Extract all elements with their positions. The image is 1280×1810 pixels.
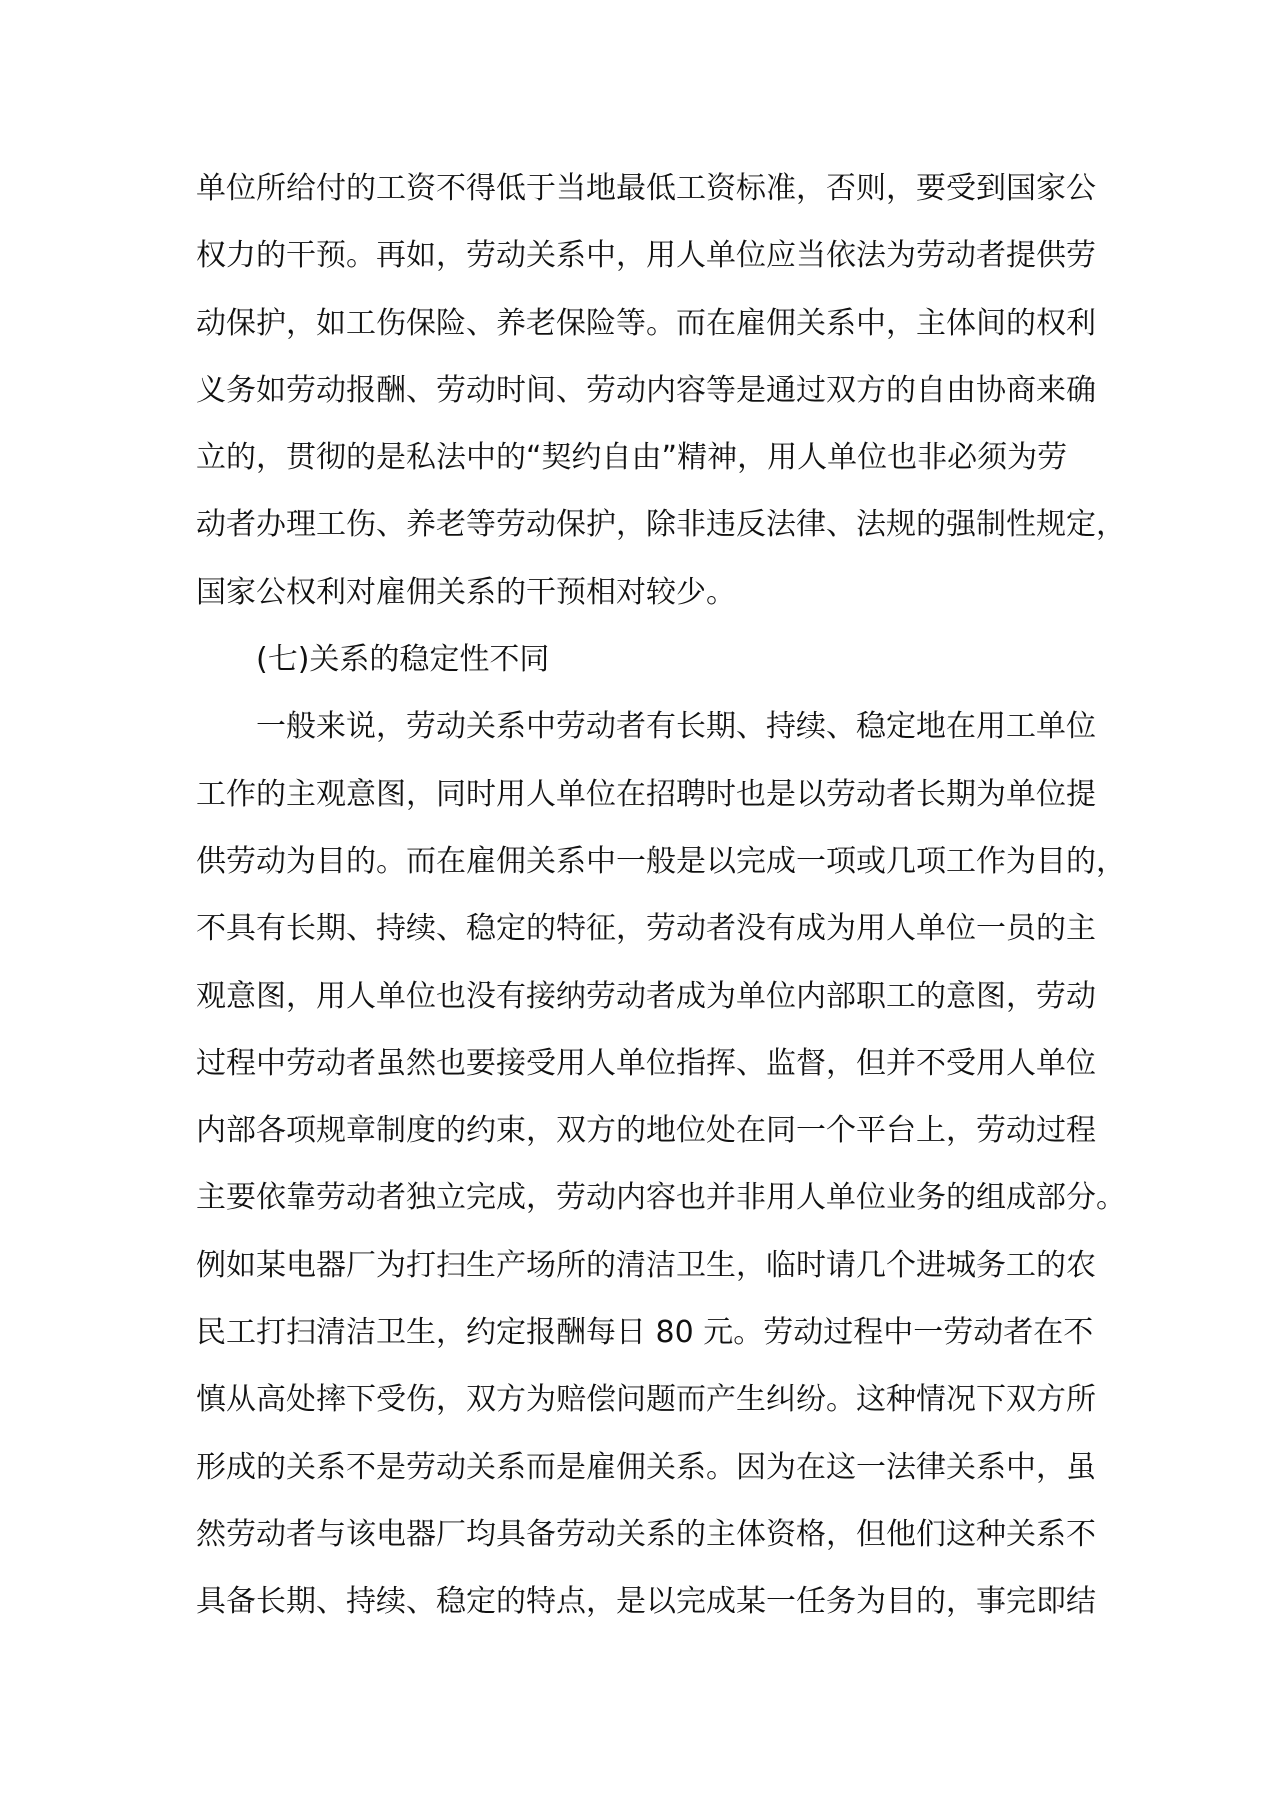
text-line: 供劳动为目的。而在雇佣关系中一般是以完成一项或几项工作为目的，	[196, 843, 1126, 879]
text-line: 一般来说，劳动关系中劳动者有长期、持续、稳定地在用工单位	[256, 709, 1096, 745]
text-line: 然劳动者与该电器厂均具备劳动关系的主体资格，但他们这种关系不	[196, 1516, 1096, 1552]
text-line: 主要依靠劳动者独立完成，劳动内容也并非用人单位业务的组成部分。	[196, 1180, 1126, 1216]
heading-line: (七)关系的稳定性不同	[256, 642, 550, 678]
text-line: 权力的干预。再如，劳动关系中，用人单位应当依法为劳动者提供劳	[196, 238, 1096, 274]
text-line: 慎从高处摔下受伤，双方为赔偿问题而产生纠纷。这种情况下双方所	[196, 1382, 1096, 1418]
text-line: 观意图，用人单位也没有接纳劳动者成为单位内部职工的意图，劳动	[196, 978, 1096, 1014]
document-body	[196, 155, 1126, 1636]
text-line: 动者办理工伤、养老等劳动保护，除非违反法律、法规的强制性规定，	[196, 507, 1126, 543]
text-line: 形成的关系不是劳动关系而是雇佣关系。因为在这一法律关系中，虽	[196, 1449, 1096, 1485]
text-line: 单位所给付的工资不得低于当地最低工资标准，否则，要受到国家公	[196, 171, 1096, 206]
text-line: 动保护，如工伤保险、养老保险等。而在雇佣关系中，主体间的权利	[196, 305, 1096, 341]
paragraph-stability	[196, 693, 1126, 1635]
text-line: 内部各项规章制度的约束，双方的地位处在同一个平台上，劳动过程	[196, 1113, 1096, 1149]
text-line: 具备长期、持续、稳定的特点，是以完成某一任务为目的，事完即结	[196, 1584, 1096, 1620]
text-line: 立的，贯彻的是私法中的“契约自由”精神，用人单位也非必须为劳	[196, 440, 1068, 476]
text-line: 工作的主观意图，同时用人单位在招聘时也是以劳动者长期为单位提	[196, 776, 1096, 812]
text-line: 民工打扫清洁卫生，约定报酬每日 80 元。劳动过程中一劳动者在不	[196, 1315, 1094, 1351]
text-line: 义务如劳动报酬、劳动时间、劳动内容等是通过双方的自由协商来确	[196, 372, 1096, 408]
text-line: 国家公权利对雇佣关系的干预相对较少。	[196, 574, 736, 610]
text-line: 过程中劳动者虽然也要接受用人单位指挥、监督，但并不受用人单位	[196, 1045, 1096, 1081]
text-line: 例如某电器厂为打扫生产场所的清洁卫生，临时请几个进城务工的农	[196, 1247, 1096, 1283]
text-line: 不具有长期、持续、稳定的特征，劳动者没有成为用人单位一员的主	[196, 911, 1096, 947]
paragraph-continued	[196, 155, 1126, 626]
section-heading	[196, 626, 1096, 693]
